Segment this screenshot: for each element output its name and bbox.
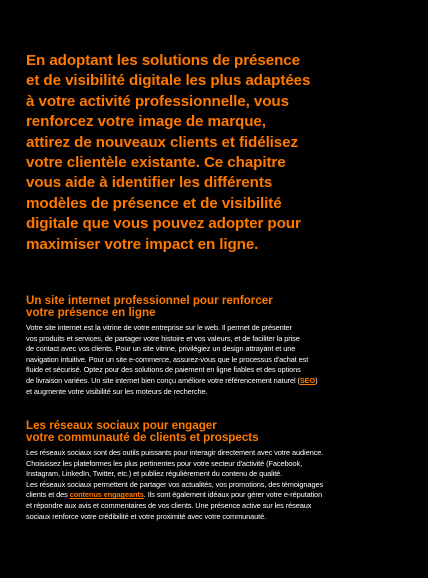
body-line: Instagram, LinkedIn, Twitter, etc.) et publiez régulièrement du contenu de qualité. bbox=[26, 469, 283, 479]
body-line: Les réseaux sociaux sont des outils puissants pour interagir directement avec votre audience. bbox=[26, 448, 324, 457]
intro-paragraph bbox=[26, 51, 406, 255]
body-line: Votre site internet est la vitrine de votre entreprise sur le web. Il permet de présenter bbox=[26, 323, 292, 332]
body-text-run: . Ils sont également idéaux pour gérer votre e-réputation bbox=[143, 490, 323, 500]
section-heading bbox=[26, 420, 406, 444]
intro-line: maximiser votre impact en ligne. bbox=[26, 235, 259, 253]
body-text-run: de livraison variées. Un site internet bien conçu améliore votre référencement naturel ( bbox=[26, 375, 300, 385]
heading-line: votre présence en ligne bbox=[26, 306, 156, 319]
body-line bbox=[26, 376, 406, 387]
body-line: Choisissez les plateformes les plus pertinentes pour votre secteur d'activité (Facebook, bbox=[26, 458, 303, 468]
section-website bbox=[26, 295, 406, 397]
seo-link[interactable]: SEO bbox=[299, 375, 316, 385]
body-line: et répondre aux avis et commentaires de vos clients. Une présence active sur les réseaux bbox=[26, 500, 312, 510]
body-line: Les réseaux sociaux permettent de partager vos actualités, vos promotions, des témoignages bbox=[26, 479, 324, 489]
intro-line: attirez de nouveaux clients et fidélisez bbox=[26, 133, 298, 151]
intro-line: digitale que vous pouvez adopter pour bbox=[26, 215, 301, 233]
section-social-networks bbox=[26, 420, 406, 522]
body-line: de contact avec vos clients. Pour un site vitrine, privilégiez un design attrayant et une bbox=[26, 344, 296, 354]
section-body bbox=[26, 448, 406, 522]
body-line: sociaux renforce votre crédibilité et votre proximité avec votre communauté. bbox=[26, 511, 267, 521]
body-text-run: ) bbox=[315, 375, 318, 385]
engaging-content-link[interactable]: contenus engageants bbox=[69, 490, 144, 500]
body-line: fluide et sécurisé. Optez pour des solutions de paiement en ligne fiables et des options bbox=[26, 365, 301, 375]
section-heading bbox=[26, 295, 406, 319]
body-line bbox=[26, 490, 406, 501]
intro-line: à votre activité professionnelle, vous bbox=[26, 92, 289, 110]
body-line: et augmente votre visibilité sur les moteurs de recherche. bbox=[26, 386, 208, 396]
body-line: vos produits et services, de partager votre histoire et vos valeurs, et de faciliter la prise bbox=[26, 333, 300, 343]
intro-line: vous aide à identifier les différents bbox=[26, 174, 273, 192]
intro-line: En adoptant les solutions de présence bbox=[26, 52, 300, 69]
body-line: navigation intuitive. Pour un site e-commerce, assurez-vous que le processus d'achat est bbox=[26, 354, 309, 364]
body-text-run: clients et des bbox=[26, 490, 70, 500]
intro-line: renforcez votre image de marque, bbox=[26, 113, 266, 131]
section-body bbox=[26, 323, 406, 397]
intro-line: votre clientèle existante. Ce chapitre bbox=[26, 154, 286, 172]
intro-line: modèles de présence et de visibilité bbox=[26, 194, 282, 212]
heading-line: Les réseaux sociaux pour engager bbox=[26, 419, 217, 432]
heading-line: Un site internet professionnel pour renforcer bbox=[26, 294, 273, 307]
heading-line: votre communauté de clients et prospects bbox=[26, 431, 259, 444]
intro-line: et de visibilité digitale les plus adaptées bbox=[26, 72, 311, 90]
